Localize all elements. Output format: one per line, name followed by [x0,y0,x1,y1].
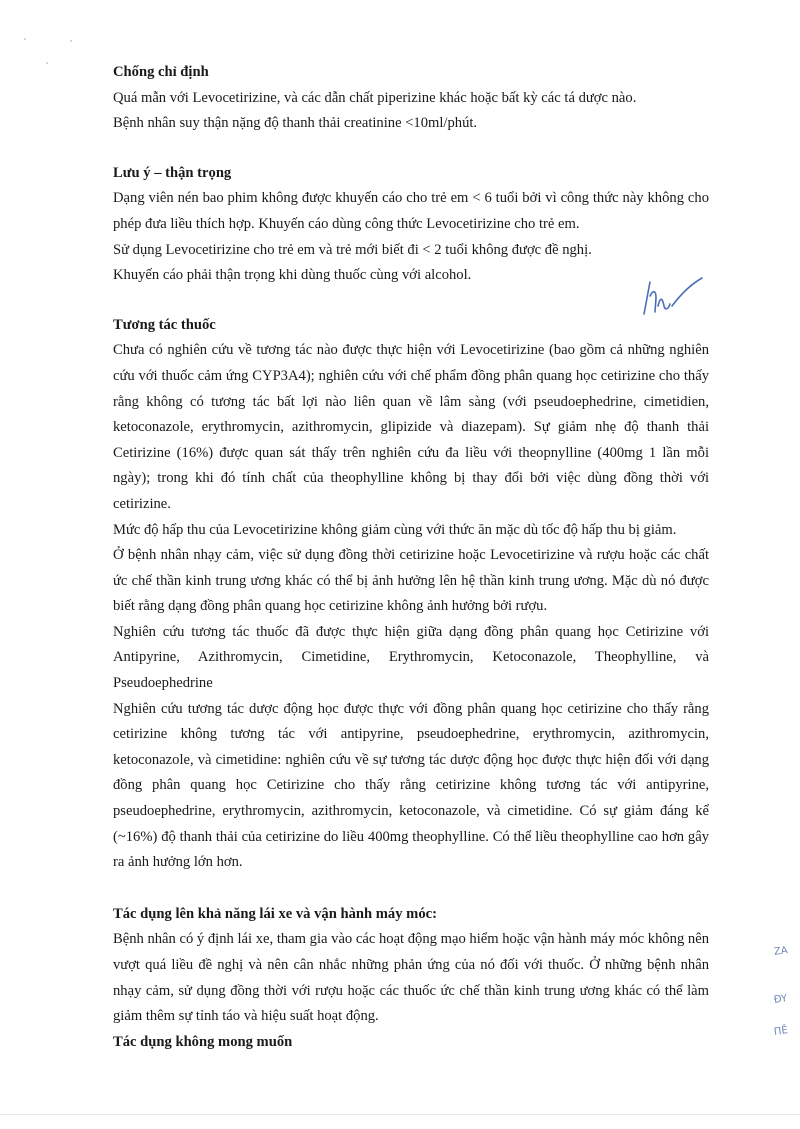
section-contraindications [113,60,709,137]
handwritten-initials-icon [638,276,708,318]
paragraph: Nghiên cứu tương tác dược động học được thực với đồng phân quang học cetirizine cho thấy rằng cetirizine không tương tác với antipyrine, pseudoephedrine, erythromycin, azithromycin, ketoconazole, và cimetidine: nghiên cứu về sự tương tác dược động học được thực hiện đối với dạng đồng phân quang học Cetirizine cho thấy rằng cetirizine không tương tác với antipyrine, pseudoephedrine, erythromycin, azithromycin, ketoconazole, và cimetidine. Có sự giảm đáng kể (~16%) độ thanh thải của cetirizine do liều 400mg theophylline. Có thể liều theophylline cao hơn gây ra ảnh hưởng lớn hơn. [113,700,709,871]
section-heading: Tác dụng lên khả năng lái xe và vận hành máy móc: [113,905,437,922]
page-bottom-edge [0,1114,800,1115]
section-heading: Tác dụng không mong muốn [113,1033,293,1050]
paragraph: Dạng viên nén bao phim không được khuyến cáo cho trẻ em < 6 tuổi bởi vì công thức này không cho phép đưa liều thích hợp. Khuyến cáo dùng công thức Levocetirizine cho trẻ em. [113,190,709,232]
section-heading: Chống chỉ định [113,64,209,80]
paragraph: Sử dụng Levocetirizine cho trẻ em và trẻ mới biết đi < 2 tuổi không được đề nghị. [113,241,592,258]
paragraph: Nghiên cứu tương tác thuốc đã được thực hiện giữa dạng đồng phân quang học Cetirizine với Antipyrine, Azithromycin, Cimetidine, Erythromycin, Ketoconazole, Theophylline, và Pseudoephedrine [113,623,709,692]
paragraph: Bệnh nhân suy thận nặng độ thanh thải creatinine <10ml/phút. [113,115,478,132]
paragraph: Quá mẫn với Levocetirizine, và các dẫn chất piperizine khác hoặc bất kỳ các tá dược nào. [113,89,637,106]
document-body [113,60,709,1055]
section-heading: Lưu ý – thận trọng [113,164,232,181]
scan-speck [24,38,26,40]
scan-speck [46,62,48,64]
paragraph: Ở bệnh nhân nhạy cảm, việc sử dụng đồng thời cetirizine hoặc Levocetirizine và rượu hoặc các chất ức chế thần kinh trung ương khác có thể bị ảnh hưởng lên hệ thần kinh trung ương. Mặc dù nó được biết rằng dạng đồng phân quang học cetirizine không ảnh hưởng bởi rượu. [113,547,709,615]
margin-mark: ΠĒ [773,1025,789,1038]
paragraph: Mức độ hấp thu của Levocetirizine không giảm cùng với thức ăn mặc dù tốc độ hấp thu bị giảm. [113,521,677,538]
section-driving [113,902,709,1030]
section-interactions [113,313,709,876]
paragraph: Khuyến cáo phải thận trọng khi dùng thuốc cùng với alcohol. [113,267,472,284]
scan-speck [70,40,72,42]
margin-mark: ĐY [773,993,789,1006]
margin-mark: ZA [773,945,789,958]
paragraph: Bệnh nhân có ý định lái xe, tham gia vào các hoạt động mạo hiểm hoặc vận hành máy móc không nên vượt quá liều đề nghị và nên cân nhắc những phản ứng của nó đối với thuốc. Ở những bệnh nhân nhạy cảm, sử dụng đồng thời với rượu hoặc các thuốc ức chế thần kinh trung ương khác có thể làm giảm thêm sự tỉnh táo và hiệu suất hoạt động. [113,931,709,1025]
section-precautions [113,161,709,289]
paragraph: Chưa có nghiên cứu về tương tác nào được thực hiện với Levocetirizine (bao gồm cả những nghiên cứu với thuốc cảm ứng CYP3A4); nghiên cứu với chế phẩm đồng phân quang học cetirizine cho thấy rằng không có tương tác bất lợi nào liên quan về lâm sàng (với pseudoephedrine, cimetidien, ketoconazole, erythromycin, azithromycin, glipizide và diazepam). Sự giảm nhẹ độ thanh thải Cetirizine (16%) được quan sát thấy trên nghiên cứu đa liều với theopnylline (400mg 1 lần mỗi ngày); trong khi đó tính chất của theophylline không bị thay đổi bởi việc dùng đồng thời với cetirizine. [113,342,709,512]
section-side-effects [113,1030,709,1056]
section-heading: Tương tác thuốc [113,316,216,333]
